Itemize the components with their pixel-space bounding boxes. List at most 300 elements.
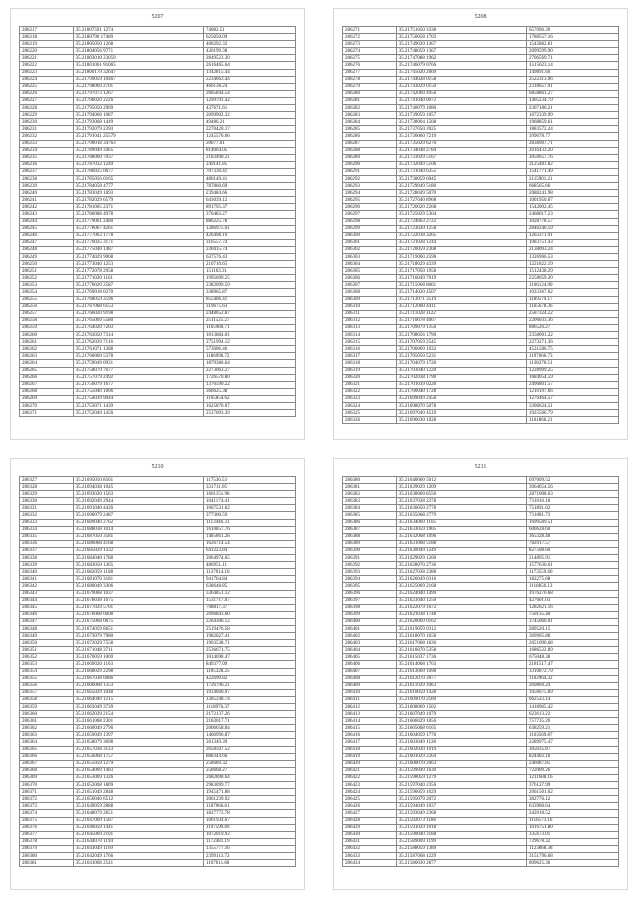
table-cell: 210710.65 (203, 261, 295, 268)
table-cell: 2050657.76 (526, 154, 618, 161)
table-cell: 286281 (343, 97, 397, 104)
table-cell: 849377.09 (203, 661, 295, 668)
table-cell: 35.21685029 1332 (73, 547, 203, 554)
table-cell: 35.21743029 0159 (396, 83, 526, 90)
table-cell: 722009.26 (526, 767, 618, 774)
table-cell: 1245576.66 (203, 133, 295, 140)
table-row (343, 732, 619, 739)
table-cell: 286292 (343, 175, 397, 182)
table-row (343, 562, 619, 569)
table-cell: 35.21633059 1905 (396, 526, 526, 533)
table-cell: 286428 (343, 817, 397, 824)
table-row (20, 374, 296, 381)
table-row (343, 711, 619, 718)
table-cell: 35.21739059 1057 (396, 112, 526, 119)
table-row (343, 590, 619, 597)
table-cell: 286400 (343, 618, 397, 625)
table-cell: 286245 (20, 225, 74, 232)
table-cell: 35.21749020 1367 (396, 41, 526, 48)
table-cell: 49486.21 (203, 119, 295, 126)
table-cell: 286380 (343, 477, 397, 484)
table-cell: 35.21702038 1790 (396, 374, 526, 381)
table-cell: 286380 (20, 852, 74, 859)
table-cell: 286291 (343, 168, 397, 175)
table-row (343, 183, 619, 190)
table-cell: 697009.52 (526, 477, 618, 484)
table-row (20, 197, 296, 204)
table-row (20, 597, 296, 604)
table-cell: 286374 (20, 810, 74, 817)
table-cell: 1067531.62 (203, 505, 295, 512)
table-cell: 35.21645069 2101 (73, 831, 203, 838)
table-cell: 286248 (20, 246, 74, 253)
table-row (343, 339, 619, 346)
table-cell: 35.21742069 4956 (396, 90, 526, 97)
table-row (343, 824, 619, 831)
table-cell: 35.21690079 2487 (73, 512, 203, 519)
table-cell: 258668.27 (203, 767, 295, 774)
table-cell: 35.21625069 2168 (396, 583, 526, 590)
table-cell: 286287 (343, 140, 397, 147)
table-cell: 2289975.47 (526, 739, 618, 746)
table-row (343, 417, 619, 424)
table-cell: 35.21757079 2492 (73, 374, 203, 381)
table-cell: 258689.32 (203, 760, 295, 767)
table-row (20, 140, 296, 147)
table-cell: 286278 (343, 76, 397, 83)
table-row (343, 34, 619, 41)
table-cell: 35.21680049 3306 (73, 583, 203, 590)
table-cell: 35.21614068 1763 (396, 661, 526, 668)
table-cell: 286271 (20, 410, 74, 417)
table-row (20, 704, 296, 711)
table-cell: 269869.24 (526, 682, 618, 689)
table-cell: 286381 (343, 484, 397, 491)
table-cell: 1672339.99 (526, 112, 618, 119)
table-cell: 286289 (343, 154, 397, 161)
table-row (20, 711, 296, 718)
table-cell: 2399113.72 (203, 852, 295, 859)
table-cell: 35.21601029 2264 (396, 753, 526, 760)
table-cell: 286386 (343, 519, 397, 526)
table-row (20, 732, 296, 739)
table-cell: 35.21707059 2545 (396, 339, 526, 346)
table-cell: 286220 (20, 48, 74, 55)
table-row (20, 303, 296, 310)
table-row (343, 547, 619, 554)
table-cell: 35.21700040 1728 (396, 388, 526, 395)
table-cell: 1028778.57 (526, 218, 618, 225)
table-cell: 286270 (20, 402, 74, 409)
table-cell: 2273271.36 (526, 339, 618, 346)
table-cell: 286311 (343, 310, 397, 317)
table-cell: 35.21652068 1809 (73, 782, 203, 789)
table-cell: 286362 (20, 725, 74, 732)
table-cell: 286365 (20, 746, 74, 753)
table-cell: 214895.91 (526, 555, 618, 562)
table-cell: 1968859.61 (526, 119, 618, 126)
table-cell: 35.21665029 1048 (73, 689, 203, 696)
table-cell: 286250 (20, 261, 74, 268)
table-cell: 286421 (343, 767, 397, 774)
table-row (343, 753, 619, 760)
table-cell: 2096843.60 (203, 611, 295, 618)
table-cell: 2682898.64 (203, 774, 295, 781)
table-cell: 466138.24 (203, 83, 295, 90)
table-cell: 814064.05 (203, 147, 295, 154)
table-cell: 286272 (343, 34, 397, 41)
page-panel (10, 8, 305, 440)
table-row (20, 395, 296, 402)
table-cell: 286240 (20, 190, 74, 197)
table-row (343, 555, 619, 562)
table-cell: 286408 (343, 675, 397, 682)
table-row (20, 505, 296, 512)
table-row (20, 654, 296, 661)
table-row (343, 718, 619, 725)
table-row (20, 161, 296, 168)
table-row (20, 190, 296, 197)
table-cell: 35.21724063 2722 (396, 218, 526, 225)
table-cell: 35.21643049 1169 (73, 845, 203, 852)
table-row (343, 232, 619, 239)
table-cell: 35.21777063 1778 (73, 232, 203, 239)
table-cell: 286399 (343, 611, 397, 618)
table-cell: 35.21778067 4261 (73, 225, 203, 232)
table-cell: 35.21629029 1260 (396, 555, 526, 562)
table-cell: 2871008.03 (526, 491, 618, 498)
table-cell: 35.21672029 7558 (73, 640, 203, 647)
table-cell: 35.21797073 1267 (73, 90, 203, 97)
table-cell: 731016.18 (526, 498, 618, 505)
table-cell: 750135.40 (526, 611, 618, 618)
table-row (20, 860, 296, 867)
table-row (343, 845, 619, 852)
table-row (20, 55, 296, 62)
table-row (20, 746, 296, 753)
table-row (343, 168, 619, 175)
table-cell: 35.21603049 1128 (396, 739, 526, 746)
page-heading: 5211 (474, 464, 487, 470)
table-cell: 286385 (343, 512, 397, 519)
table-cell: 286331 (20, 505, 74, 512)
table-cell: 35.21679068 1037 (73, 590, 203, 597)
table-cell: 286415 (343, 725, 397, 732)
table-cell: 2846240.59 (526, 225, 618, 232)
table-cell: 286317 (343, 353, 397, 360)
table-cell: 1083751.43 (526, 239, 618, 246)
table-row (20, 640, 296, 647)
table-cell: 1418965.42 (526, 704, 618, 711)
table-cell: 286406 (343, 661, 397, 668)
table-cell: 633906.64 (526, 803, 618, 810)
table-cell: 35.21775040 1487 (73, 246, 203, 253)
table-cell: 286222 (20, 62, 74, 69)
table-cell: 891795.37 (203, 204, 295, 211)
table-cell: 286364 (20, 739, 74, 746)
table-row (343, 190, 619, 197)
table-cell: 35.21704079 1726 (396, 360, 526, 367)
table-cell: 286414 (343, 718, 397, 725)
table-row (343, 239, 619, 246)
table-row (343, 569, 619, 576)
table-cell: 286255 (20, 296, 74, 303)
table-cell: 886526.27 (526, 324, 618, 331)
table-cell: 35.21792079 2393 (73, 126, 203, 133)
table-cell: 35.21647069 1587 (73, 817, 203, 824)
table-cell: 35.21800179 32647 (73, 69, 203, 76)
table-cell: 35.21600070 2063 (396, 760, 526, 767)
table-cell: 35.21595079 2072 (396, 796, 526, 803)
table-row (343, 597, 619, 604)
table-cell: 286403 (343, 640, 397, 647)
table-cell: 286319 (343, 367, 397, 374)
table-cell: 35.21626049 0316 (396, 576, 526, 583)
table-cell: 35.21660049 2796 (73, 725, 203, 732)
table-cell: 35.21693020 1563 (73, 491, 203, 498)
table-row (20, 611, 296, 618)
table-cell: 382776.12 (526, 796, 618, 803)
table-cell: 35.21768059 2596 (73, 296, 203, 303)
table-cell: 35.21756079 1677 (73, 381, 203, 388)
table-cell: 35.21606029 1056 (396, 718, 526, 725)
table-cell: 2651090.68 (526, 640, 618, 647)
table-cell: 35.21706069 1032 (396, 346, 526, 353)
table-cell: 638259.21 (526, 725, 618, 732)
table-cell: 286294 (343, 190, 397, 197)
table-row (343, 204, 619, 211)
table-cell: 20077.01 (203, 140, 295, 147)
table-cell: 239484.66 (203, 190, 295, 197)
table-cell: 35.21592073 1186 (396, 817, 526, 824)
table-cell: 2318657.91 (526, 83, 618, 90)
table-row (343, 55, 619, 62)
table-cell: 35.21730059 6045 (396, 175, 526, 182)
table-cell: 1982627.41 (203, 633, 295, 640)
table-row (20, 498, 296, 505)
table-cell: 35.21597040 2356 (396, 782, 526, 789)
table-cell: 286235 (20, 154, 74, 161)
table-cell: 1355777.16 (203, 845, 295, 852)
table-cell: 286423 (343, 782, 397, 789)
table-cell: 286310 (343, 303, 397, 310)
table-cell: 35.21796020 2226 (73, 97, 203, 104)
table-cell: 2616465.64 (203, 62, 295, 69)
table-cell: 855406.41 (203, 296, 295, 303)
table-cell: 35.21790018 34763 (73, 140, 203, 147)
table-cell: 246087.85 (526, 760, 618, 767)
table-cell: 286230 (20, 119, 74, 126)
table-cell: 1934600.97 (203, 689, 295, 696)
table-cell: 35.21708056 1790 (396, 332, 526, 339)
table-row (343, 324, 619, 331)
table-cell: 286402 (343, 633, 397, 640)
table-row (343, 704, 619, 711)
table-cell: 1406996.87 (203, 732, 295, 739)
table-cell: 35.21710078 4067 (396, 317, 526, 324)
table-row (20, 725, 296, 732)
table-cell: 286394 (343, 576, 397, 583)
table-row (343, 739, 619, 746)
table-cell: 2270420.17 (203, 126, 295, 133)
table-row (20, 225, 296, 232)
table-row (343, 640, 619, 647)
table-cell: 35.21744028 0158 (396, 76, 526, 83)
table-cell: 35.21703040 1220 (396, 367, 526, 374)
table-row (20, 126, 296, 133)
table-row (20, 410, 296, 417)
table-row (20, 739, 296, 746)
table-cell: 286417 (343, 739, 397, 746)
page-panel (333, 8, 628, 440)
table-cell: 1879386.64 (203, 360, 295, 367)
table-row (20, 767, 296, 774)
table-cell: 2519476.58 (203, 625, 295, 632)
table-cell: 261349.39 (203, 739, 295, 746)
table-cell: 35.21618070 1658 (396, 633, 526, 640)
table-cell: 286379 (20, 845, 74, 852)
table-cell: 707330.41 (203, 168, 295, 175)
table-cell: 662522.14 (526, 696, 618, 703)
table-cell: 35.21696030 1028 (396, 417, 526, 424)
table-cell: 286369 (20, 774, 74, 781)
table-cell: 35.21736060 7219 (396, 133, 526, 140)
table-cell: 286308 (343, 289, 397, 296)
table-row (20, 512, 296, 519)
table-row (343, 133, 619, 140)
table-cell: 1684054.59 (526, 374, 618, 381)
table-cell: 888344.66 (203, 753, 295, 760)
table-cell: 623613.22 (526, 711, 618, 718)
table-cell: 286322 (343, 388, 397, 395)
table-row (20, 696, 296, 703)
table-row (343, 852, 619, 859)
table-row (20, 246, 296, 253)
table-cell: 35.21681070 3181 (73, 576, 203, 583)
table-row (343, 484, 619, 491)
table-cell: 286295 (343, 197, 397, 204)
table-cell: 286410 (343, 689, 397, 696)
table-cell: 286257 (20, 310, 74, 317)
table-cell: 286258 (20, 317, 74, 324)
table-row (343, 296, 619, 303)
table-cell: 35.21760069 5378 (73, 353, 203, 360)
table-cell: 35.21594049 1037 (396, 803, 526, 810)
table-cell: 35.21762029 7116 (73, 339, 203, 346)
table-cell: 286353 (20, 661, 74, 668)
table-cell: 1326966.53 (526, 254, 618, 261)
table-row (20, 289, 296, 296)
table-row (343, 789, 619, 796)
table-cell: 35.21794068 1087 (73, 112, 203, 119)
table-row (20, 133, 296, 140)
table-row (343, 760, 619, 767)
table-row (343, 317, 619, 324)
table-cell: 1189579.17 (526, 296, 618, 303)
table-cell: 35.21617068 1636 (396, 640, 526, 647)
table-cell: 35.21590040 3188 (396, 831, 526, 838)
table-cell: 286346 (20, 611, 74, 618)
table-row (343, 90, 619, 97)
table-cell: 35.21651049 2848 (73, 789, 203, 796)
table-row (20, 317, 296, 324)
table-row (20, 69, 296, 76)
table-row (20, 324, 296, 331)
table-row (343, 374, 619, 381)
table-row (343, 332, 619, 339)
table-cell: 1963538.71 (203, 640, 295, 647)
table-cell: 35.21670059 1069 (73, 654, 203, 661)
table-cell: 35.21786025 0677 (73, 168, 203, 175)
table-row (20, 27, 296, 34)
table-cell: 286407 (343, 668, 397, 675)
table-cell: 286341 (20, 576, 74, 583)
page-heading: 5208 (474, 14, 487, 20)
table-cell: 2064974.65 (203, 555, 295, 562)
table-cell: 35.21733029 5167 (396, 154, 526, 161)
table-cell: 1610857.76 (203, 526, 295, 533)
table-row (343, 388, 619, 395)
table-cell: 1976276.68 (526, 590, 618, 597)
table-cell: 286433 (343, 852, 397, 859)
table-cell: 2058597.52 (203, 746, 295, 753)
table-cell: 286298 (343, 218, 397, 225)
table-cell: 35.21682059 1108 (73, 569, 203, 576)
table-cell: 286259 (20, 324, 74, 331)
table-row (20, 211, 296, 218)
table-cell: 35.21701039 0228 (396, 381, 526, 388)
table-cell: 625050.09 (203, 34, 295, 41)
table-cell: 1197599.89 (203, 824, 295, 831)
table-cell: 286337 (20, 547, 74, 554)
table-row (20, 782, 296, 789)
table-cell: 286238 (20, 175, 74, 182)
table-cell: 1577630.61 (526, 562, 618, 569)
table-row (343, 119, 619, 126)
table-cell: 286424 (343, 789, 397, 796)
table-cell: 286431 (343, 838, 397, 845)
table-cell: 286429 (343, 824, 397, 831)
table-cell: 809625.36 (526, 860, 618, 867)
table-cell: 286352 (20, 654, 74, 661)
table-cell: 1788557.16 (526, 34, 618, 41)
table-cell: 2358001.22 (526, 332, 618, 339)
table-cell: 286307 (343, 282, 397, 289)
table-cell: 480149.41 (203, 175, 295, 182)
table-cell: 286239 (20, 183, 74, 190)
table-cell: 2006658.84 (203, 725, 295, 732)
table-cell: 35.21721028 1244 (396, 239, 526, 246)
table-cell: 286340 (20, 569, 74, 576)
table-cell: 2537693.39 (203, 410, 295, 417)
table-cell: 1118573.16 (526, 817, 618, 824)
table-cell: 286305 (343, 268, 397, 275)
table-cell: 426498.19 (203, 232, 295, 239)
table-cell: 286229 (20, 112, 74, 119)
table-cell: 1187066.61 (203, 803, 295, 810)
table-cell: 1102964.32 (526, 675, 618, 682)
table-cell: 1228999.25 (526, 367, 618, 374)
table-cell: 35.21734048 2784 (396, 147, 526, 154)
table-cell: 1945471.88 (203, 789, 295, 796)
table-cell: 286312 (343, 317, 397, 324)
table-cell: 35.21714020 4507 (396, 289, 526, 296)
table-cell: 286391 (343, 555, 397, 562)
table-row (20, 367, 296, 374)
table-cell: 35.21644070 1194 (73, 838, 203, 845)
table-cell: 286377 (20, 831, 74, 838)
table-cell: 286425 (343, 796, 397, 803)
